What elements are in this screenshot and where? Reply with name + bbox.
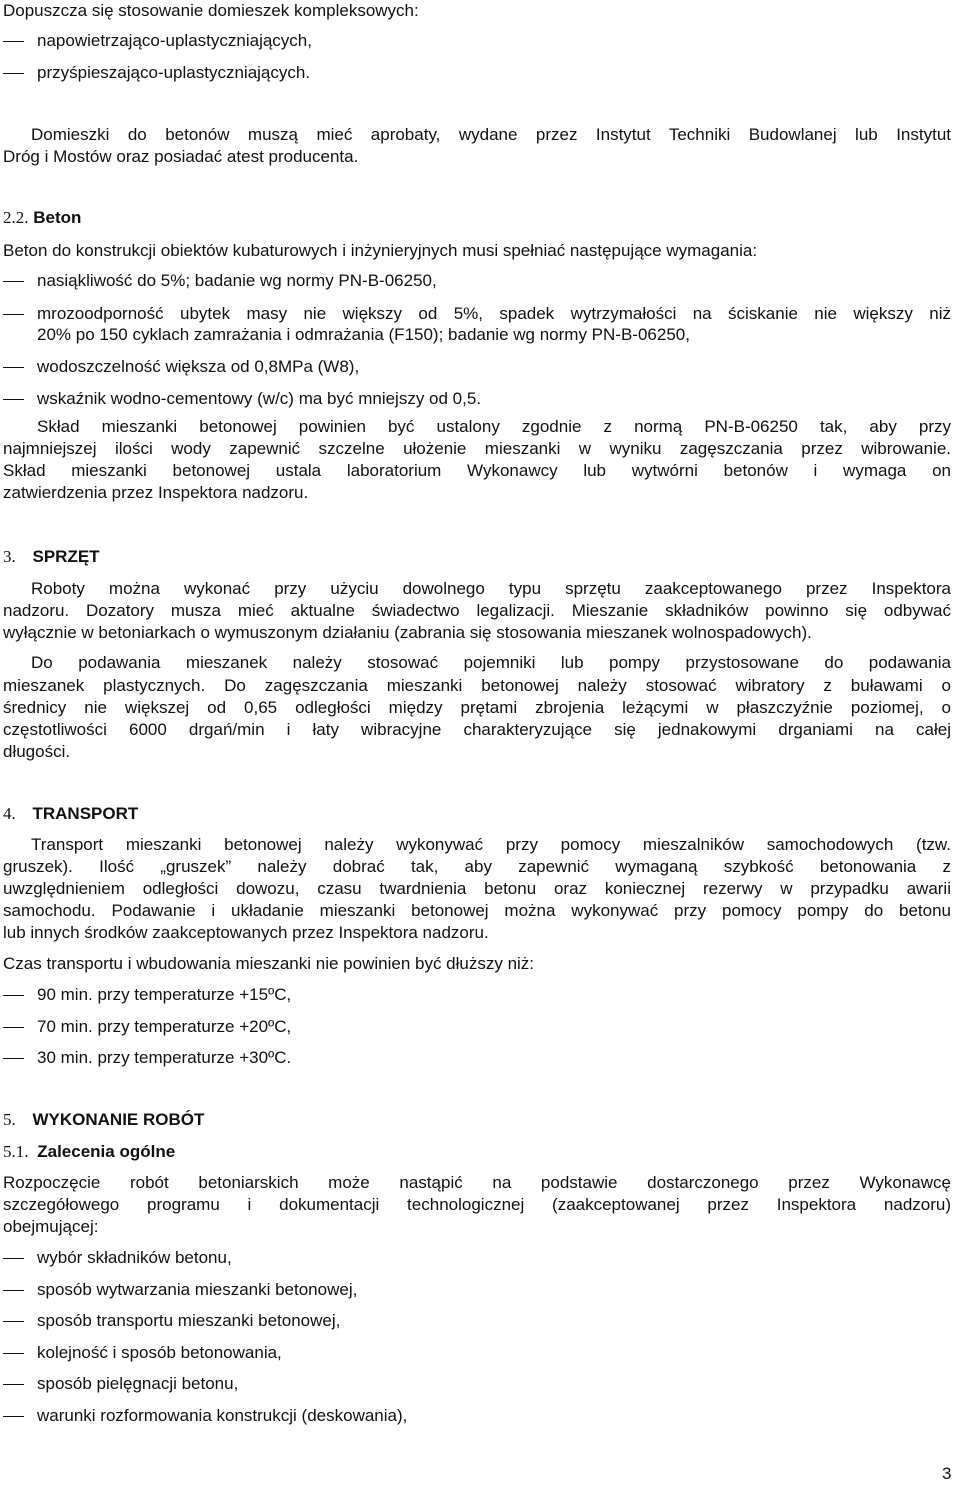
subsection-heading	[3, 1141, 951, 1163]
admixtures-intro: Dopuszcza się stosowanie domieszek kompleksowych:	[3, 1, 419, 20]
paragraph-line: Czas transportu i wbudowania mieszanki nie powinien być dłuższy niż:	[3, 954, 535, 973]
list-dash	[3, 73, 24, 74]
list-dash	[3, 1353, 24, 1354]
paragraph-line: Rozpoczęcie robót betoniarskich może nastąpić na podstawie dostarczonego przez Wykonawcę	[3, 1173, 951, 1192]
paragraph-line: średnicy nie większej od 0,65 odległości między prętami zbrojenia leżącymi w płaszczyźnie poziomej, o	[3, 698, 951, 717]
section-number: 4.	[3, 804, 16, 823]
section-number: 3.	[3, 547, 16, 566]
paragraph-line: lub innych środków zaakceptowanych przez Inspektora nadzoru.	[3, 923, 489, 942]
list-dash	[3, 1258, 24, 1259]
section-number: 2.2.	[3, 208, 29, 227]
list-item: kolejność i sposób betonowania,	[37, 1343, 282, 1362]
paragraph-line: częstotliwości 6000 drgań/min i łaty wibracyjne charakteryzujące się jednakowymi drganiami na całej	[3, 720, 951, 739]
list-item: wodoszczelność większa od 0,8MPa (W8),	[37, 357, 360, 376]
list-item: 90 min. przy temperaturze +15ºC,	[37, 985, 292, 1004]
subsection-number: 5.1.	[3, 1142, 29, 1161]
list-item: wybór składników betonu,	[37, 1248, 232, 1267]
paragraph-line: samochodu. Podawanie i układanie mieszanki betonowej można wykonywać przy pomocy pompy do betonu	[3, 901, 951, 920]
section-number: 5.	[3, 1110, 16, 1129]
list-dash	[3, 1416, 24, 1417]
paragraph-line: nadzoru. Dozatory musza mieć aktualne świadectwo legalizacji. Mieszanie składników powinno się odbywać	[3, 601, 951, 620]
paragraph-line: szczegółowego programu i dokumentacji technologicznej (zaakceptowanej przez Inspektora nadzoru)	[3, 1195, 951, 1214]
paragraph-line: Do podawania mieszanek należy stosować pojemniki lub pompy przystosowane do podawania	[31, 653, 951, 672]
page-number: 3	[942, 1464, 952, 1483]
list-item: sposób pielęgnacji betonu,	[37, 1374, 239, 1393]
paragraph-line: Dróg i Mostów oraz posiadać atest producenta.	[3, 147, 359, 166]
list-dash	[3, 1321, 24, 1322]
paragraph-line: Skład mieszanki betonowej ustala laboratorium Wykonawcy lub wytwórni betonów i wymaga on	[3, 461, 951, 480]
list-item: nasiąkliwość do 5%; badanie wg normy PN-B-06250,	[37, 271, 437, 290]
list-item-continuation: 20% po 150 cyklach zamrażania i odmrażania (F150); badanie wg normy PN-B-06250,	[37, 325, 690, 344]
paragraph-line: Domieszki do betonów muszą mieć aprobaty, wydane przez Instytut Techniki Budowlanej lub Instytut	[31, 125, 951, 144]
list-item: przyśpieszająco-uplastyczniających.	[37, 63, 311, 82]
list-dash	[3, 367, 24, 368]
section-title: SPRZĘT	[32, 547, 100, 566]
paragraph-line: najmniejszej ilości wody zapewnić szczelne ułożenie mieszanki w wyniku zagęszczania przez wibrowanie.	[3, 439, 951, 458]
paragraph-line: Beton do konstrukcji obiektów kubaturowych i inżynieryjnych musi spełniać następujące wymagania:	[3, 241, 758, 260]
section-heading	[3, 1109, 951, 1131]
list-dash	[3, 1058, 24, 1059]
section-heading	[3, 803, 951, 825]
list-dash	[3, 41, 24, 42]
subsection-title: Zalecenia ogólne	[37, 1142, 176, 1161]
paragraph-line: Skład mieszanki betonowej powinien być ustalony zgodnie z normą PN-B-06250 tak, aby przy	[37, 417, 951, 436]
section-heading	[3, 546, 951, 568]
list-dash	[3, 995, 24, 996]
paragraph-line: obejmującej:	[3, 1217, 99, 1236]
list-dash	[3, 314, 24, 315]
list-dash	[3, 1027, 24, 1028]
list-item: mrozoodporność ubytek masy nie większy od 5%, spadek wytrzymałości na ściskanie nie większy niż	[37, 304, 951, 323]
paragraph-line: zatwierdzenia przez Inspektora nadzoru.	[3, 483, 309, 502]
list-dash	[3, 281, 24, 282]
list-item: sposób wytwarzania mieszanki betonowej,	[37, 1280, 358, 1299]
paragraph-line: wyłącznie w betoniarkach o wymuszonym działaniu (zabrania się stosowania mieszanek wolnospadowych).	[3, 623, 812, 642]
section-title: Beton	[33, 208, 82, 227]
section-title: TRANSPORT	[32, 804, 139, 823]
list-item: 30 min. przy temperaturze +30ºC.	[37, 1048, 292, 1067]
section-title: WYKONANIE ROBÓT	[32, 1110, 205, 1129]
paragraph-line: gruszek). Ilość „gruszek” należy dobrać tak, aby zapewnić wymaganą szybkość betonowania z	[3, 857, 951, 876]
list-dash	[3, 399, 24, 400]
list-item: sposób transportu mieszanki betonowej,	[37, 1311, 341, 1330]
list-item: wskaźnik wodno-cementowy (w/c) ma być mniejszy od 0,5.	[37, 389, 482, 408]
paragraph-line: długości.	[3, 742, 71, 761]
section-heading	[3, 207, 951, 229]
paragraph-line: Transport mieszanki betonowej należy wykonywać przy pomocy mieszalników samochodowych (tzw.	[31, 835, 951, 854]
list-dash	[3, 1290, 24, 1291]
paragraph-line: Roboty można wykonać przy użyciu dowolnego typu sprzętu zaakceptowanego przez Inspektora	[31, 579, 951, 598]
list-dash	[3, 1384, 24, 1385]
list-item: warunki rozformowania konstrukcji (deskowania),	[37, 1406, 408, 1425]
paragraph-line: mieszanek plastycznych. Do zagęszczania mieszanki betonowej należy stosować wibratory z buławami o	[3, 676, 951, 695]
list-item: napowietrzająco-uplastyczniających,	[37, 31, 312, 50]
list-item: 70 min. przy temperaturze +20ºC,	[37, 1017, 292, 1036]
paragraph-line: uwzględnieniem odległości dowozu, czasu twardnienia betonu oraz koniecznej rezerwy w przypadku awarii	[3, 879, 951, 898]
